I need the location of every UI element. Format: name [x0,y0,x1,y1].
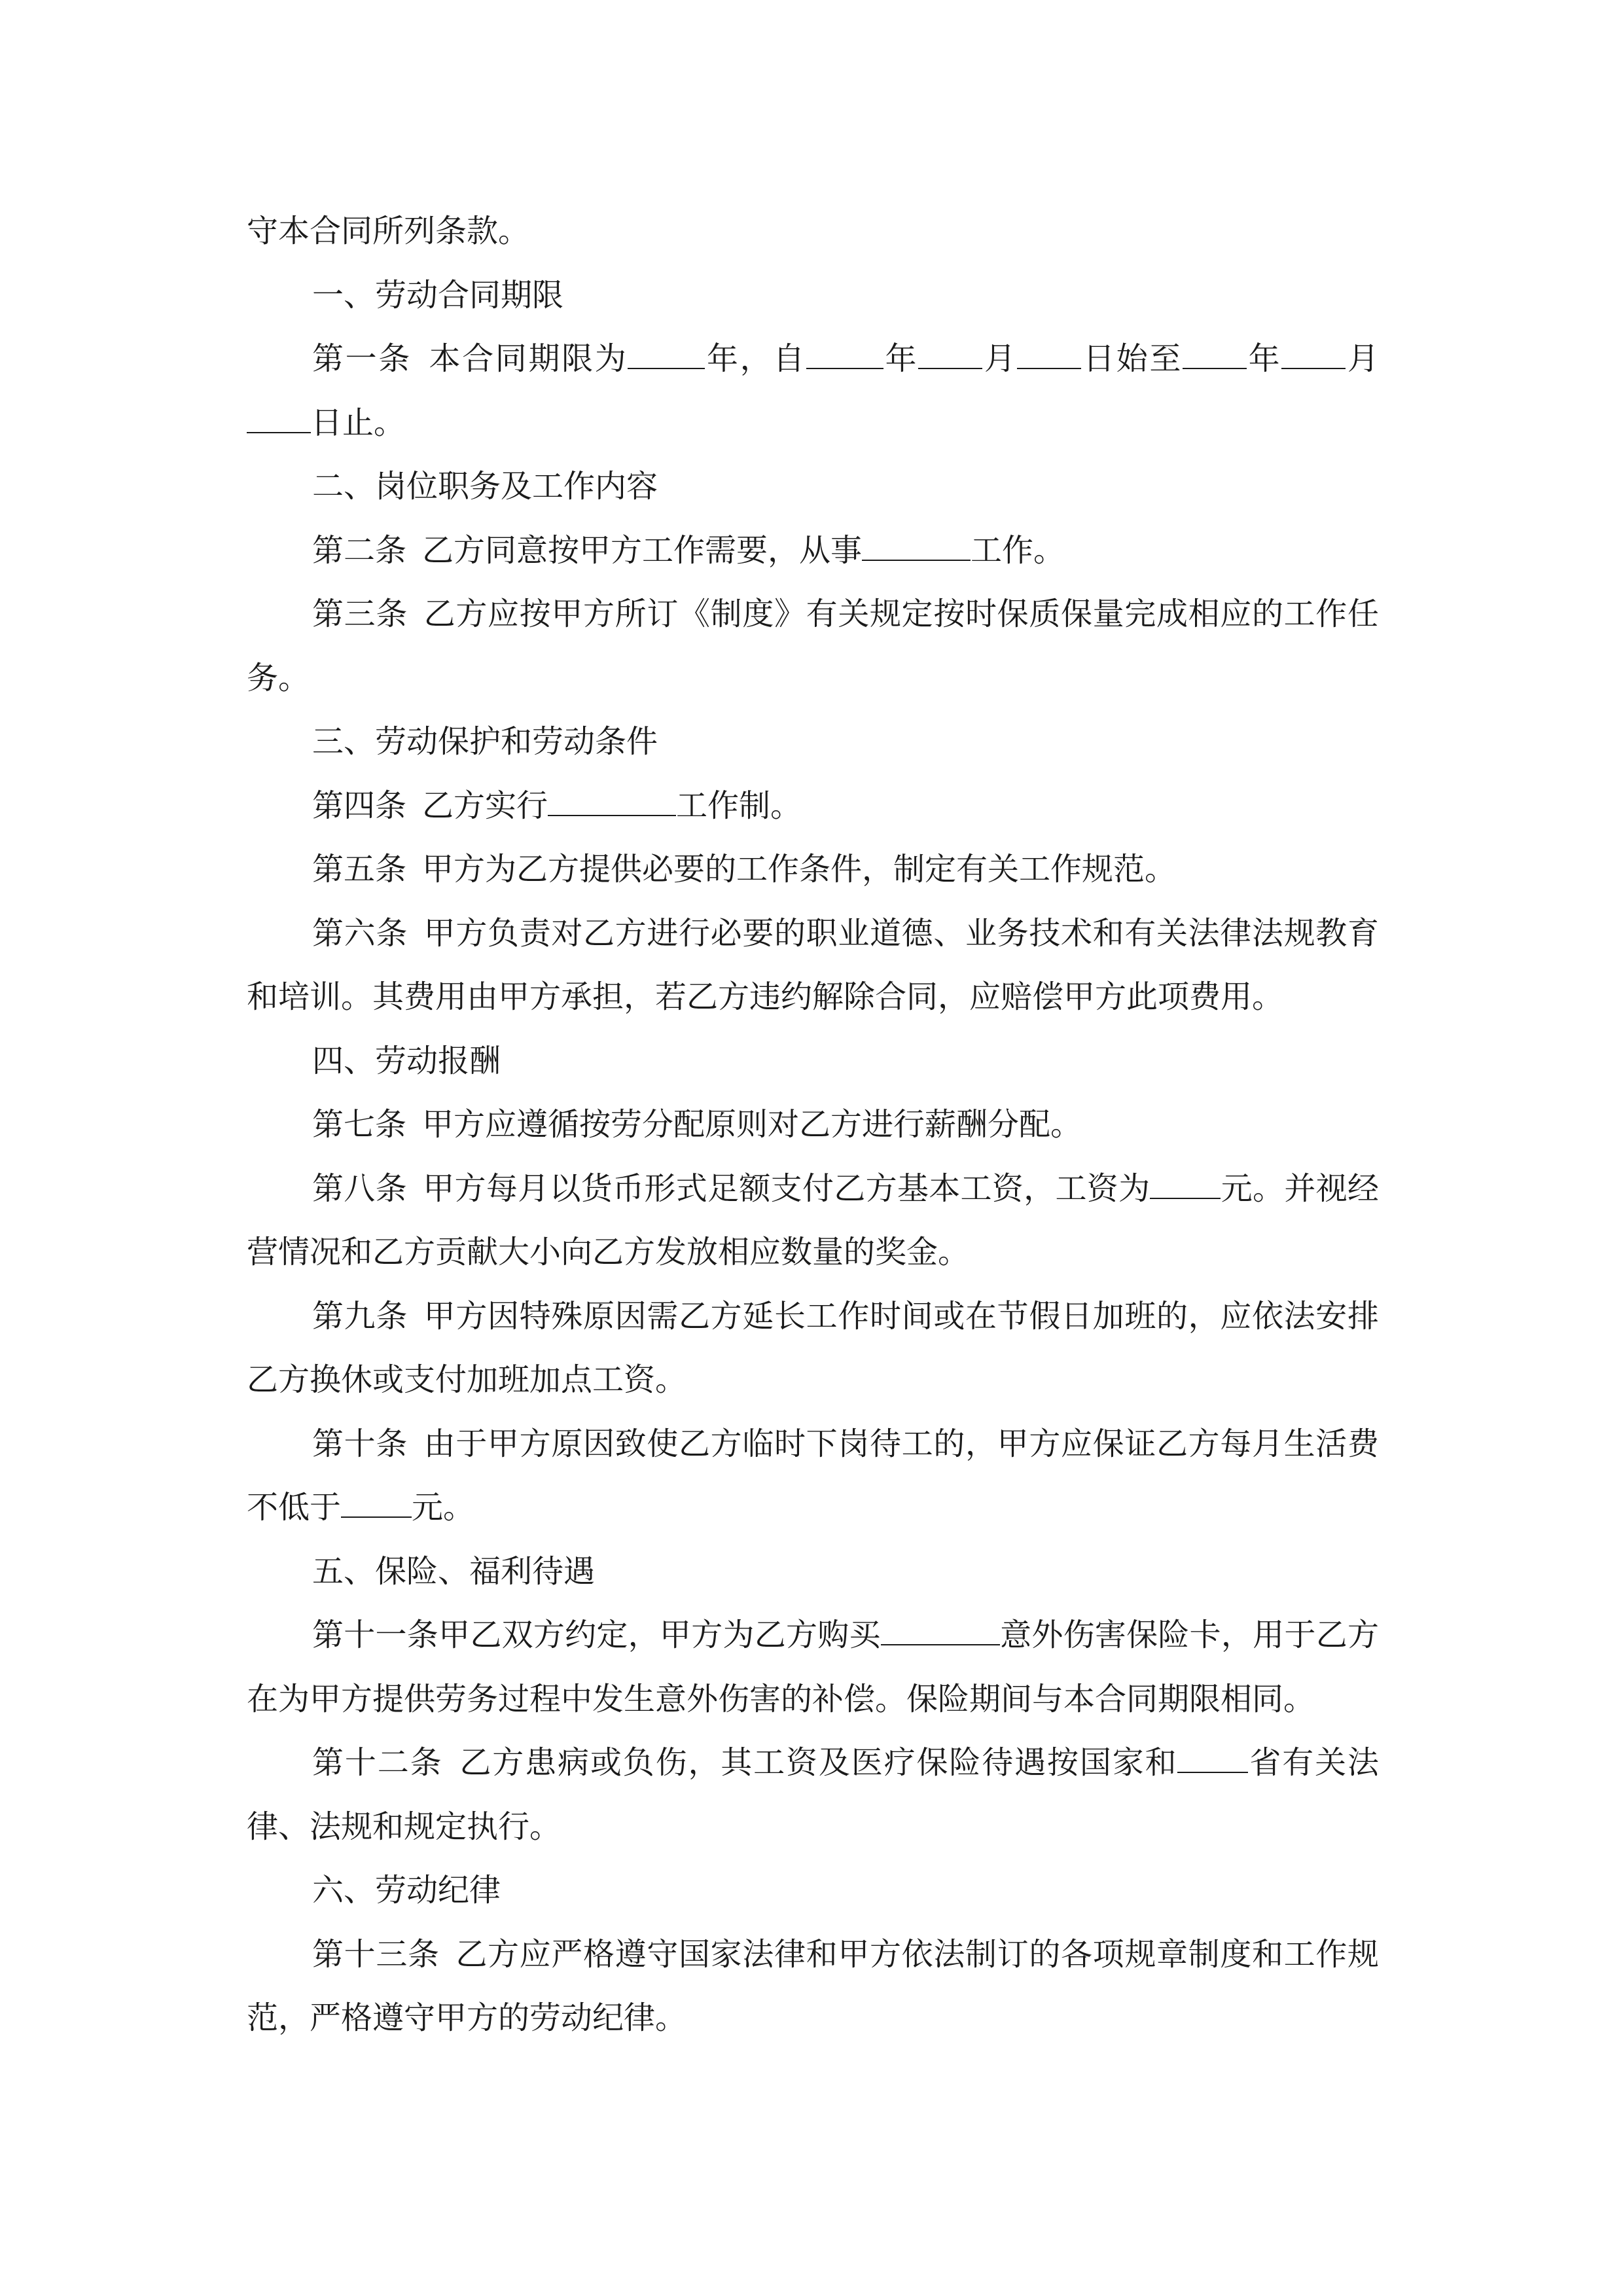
article-3 [247,583,1379,710]
blank-base-salary[interactable] [1150,1166,1221,1199]
article-number: 第七条 [312,1106,407,1143]
text: 第十一条甲乙双方约定，甲方为乙方购买 [312,1617,881,1653]
section-heading-protection [247,710,1379,774]
section-heading-position [247,455,1379,519]
text: 省有关法律、法规和规定执行。 [247,1744,1379,1845]
article-6 [247,902,1379,1030]
blank-start-day[interactable] [1017,336,1081,369]
text: 守本合同所列条款。 [247,213,530,249]
paragraph-continuation [247,200,1379,264]
section-heading-remuneration [247,1030,1379,1094]
article-4 [247,774,1379,838]
article-number: 第十二条 [312,1744,443,1781]
article-number: 第二条 [312,531,407,569]
article-number: 第三条 [312,596,408,632]
text: 甲方每月以货币形式足额支付乙方基本工资，工资为 [422,1170,1150,1207]
article-5 [247,838,1379,902]
text: 二、岗位职务及工作内容 [312,468,658,505]
blank-work-system[interactable] [548,783,676,816]
blank-end-month[interactable] [1281,336,1346,369]
text: 元。 [412,1489,475,1526]
text: 由于甲方原因致使乙方临时下岗待工的，甲方应保证乙方每月生活费不低于 [247,1425,1379,1526]
text: 甲方负责对乙方进行必要的职业道德、业务技术和有关法律法规教育和培训。其费用由甲方承担，若乙方违约解除合同，应赔偿甲方此项费用。 [247,914,1379,1015]
article-13 [247,1923,1379,2051]
text: 三、劳动保护和劳动条件 [312,723,658,760]
text: 日始至 [1081,340,1183,377]
text: 乙方实行 [422,787,548,824]
article-11 [247,1604,1379,1731]
article-8 [247,1157,1379,1285]
section-heading-contract-term [247,264,1379,328]
text: 元。并视经营情况和乙方贡献大小向乙方发放相应数量的奖金。 [247,1170,1379,1270]
text: 乙方应严格遵守国家法律和甲方依法制订的各项规章制度和工作规范，严格遵守甲方的劳动纪律。 [247,1935,1379,2036]
blank-living-allowance[interactable] [341,1485,412,1518]
text: 甲方为乙方提供必要的工作条件，制定有关工作规范。 [422,851,1177,888]
text: 五、保险、福利待遇 [312,1552,596,1590]
text: 月 [982,340,1018,377]
text: 工作制。 [676,787,802,824]
text: 四、劳动报酬 [312,1042,501,1079]
article-9 [247,1285,1379,1412]
article-number: 第五条 [312,851,407,888]
text: 意外伤害保险卡，用于乙方在为甲方提供劳务过程中发生意外伤害的补偿。保险期间与本合同期限相同。 [247,1617,1379,1717]
section-heading-insurance [247,1540,1379,1604]
contract-body [247,200,1379,2051]
blank-province[interactable] [1177,1740,1248,1773]
article-1 [247,327,1379,455]
article-7 [247,1093,1379,1157]
article-number: 第十三条 [312,1935,440,1973]
blank-job-type[interactable] [862,528,971,561]
blank-insurance-card[interactable] [881,1613,1000,1645]
text: 工作。 [971,531,1065,569]
section-heading-discipline [247,1859,1379,1923]
blank-start-month[interactable] [918,336,982,369]
blank-end-year[interactable] [1183,336,1247,369]
text: 本合同期限为 [427,340,628,377]
text: 甲方应遵循按劳分配原则对乙方进行薪酬分配。 [422,1106,1082,1143]
article-12 [247,1731,1379,1859]
text: 年 [1247,340,1282,377]
text: 乙方同意按甲方工作需要，从事 [422,531,863,569]
text: 甲方因特殊原因需乙方延长工作时间或在节假日加班的，应依法安排乙方换休或支付加班加点工资。 [247,1297,1379,1398]
article-number: 第六条 [312,914,408,952]
text: 年，自 [705,340,806,377]
article-number: 第十条 [312,1425,408,1462]
article-2 [247,519,1379,583]
text: 月 [1346,340,1379,377]
article-10 [247,1412,1379,1540]
text: 乙方患病或负伤，其工资及医疗保险待遇按国家和 [458,1744,1178,1781]
article-number: 第一条 [312,340,412,377]
article-number: 第四条 [312,787,407,824]
text: 乙方应按甲方所订《制度》有关规定按时保质保量完成相应的工作任务。 [247,596,1379,696]
text: 日止。 [311,404,406,441]
blank-years[interactable] [628,336,705,369]
text: 年 [883,340,919,377]
blank-start-year[interactable] [806,336,883,369]
text: 六、劳动纪律 [312,1872,501,1909]
article-number: 第九条 [312,1297,408,1335]
article-number: 第八条 [312,1170,407,1207]
blank-end-day[interactable] [247,401,311,433]
text: 一、劳动合同期限 [312,276,564,314]
